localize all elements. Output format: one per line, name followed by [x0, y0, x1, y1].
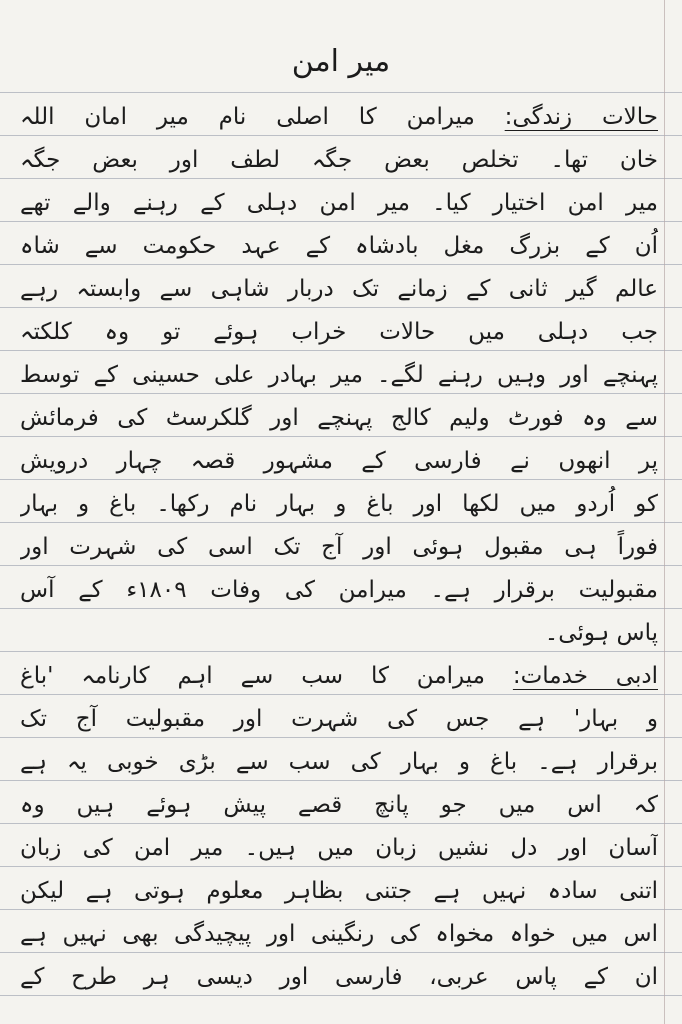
text-line: سے وہ فورٹ ولیم کالج پہنچے اور گلکرسٹ کی فرمائش	[20, 405, 658, 431]
text-line	[20, 656, 658, 696]
text-line: پہنچے اور وہیں رہنے لگے۔ میر بہادر علی حسینی کے توسط	[20, 362, 658, 388]
text-line	[20, 97, 658, 137]
section-heading-life: حالات زندگی:	[504, 104, 658, 130]
text-line: پاس ہوئی۔	[544, 620, 658, 646]
text-line: آسان اور دل نشیں زبان میں ہیں۔ میر امن کی زبان	[20, 835, 658, 861]
text-line: و بہار' ہے جس کی شہرت اور مقبولیت آج تک	[20, 706, 658, 732]
text-line: اس میں خواہ مخواہ کی رنگینی اور پیچیدگی بھی نہیں ہے	[20, 921, 658, 947]
text-line: جب دہلی میں حالات خراب ہوئے تو وہ کلکتہ	[20, 319, 658, 345]
text-line: میر امن اختیار کیا۔ میر امن دہلی کے رہنے والے تھے	[20, 190, 658, 216]
text-line: اتنی سادہ نہیں ہے جتنی بظاہر معلوم ہوتی ہے لیکن	[20, 878, 658, 904]
text-line: کو اُردو میں لکھا اور باغ و بہار نام رکھا۔ باغ و بہار	[20, 491, 658, 517]
text-line: مقبولیت برقرار ہے۔ میرامن کی وفات ۱۸۰۹ء کے آس	[20, 577, 658, 603]
ruled-line	[0, 92, 682, 93]
text-line: خان تھا۔ تخلص بعض جگہ لطف اور بعض جگہ	[20, 147, 658, 173]
text-line: کہ اس میں جو پانچ قصے پیش ہوئے ہیں وہ	[20, 792, 658, 818]
text-line: پر انھوں نے فارسی کے مشہور قصہ چہار درویش	[20, 448, 658, 474]
line-text: میرامن کا سب سے اہم کارنامہ 'باغ	[20, 663, 485, 689]
text-line: فوراً ہی مقبول ہوئی اور آج تک اسی کی شہرت اور	[20, 534, 658, 560]
page-title: میر امن	[291, 44, 391, 79]
text-line: اُن کے بزرگ مغل بادشاہ کے عہد حکومت سے شاہ	[20, 233, 658, 259]
text-line: برقرار ہے۔ باغ و بہار کی سب سے بڑی خوبی یہ ہے	[20, 749, 658, 775]
margin-line	[664, 0, 665, 1024]
section-heading-literary: ادبی خدمات:	[512, 663, 658, 689]
text-line: عالم گیر ثانی کے زمانے تک دربار شاہی سے وابستہ رہے	[20, 276, 658, 302]
text-line: ان کے پاس عربی، فارسی اور دیسی ہر طرح کے	[20, 964, 658, 990]
line-text: میرامن کا اصلی نام میر امان اللہ	[20, 104, 475, 130]
